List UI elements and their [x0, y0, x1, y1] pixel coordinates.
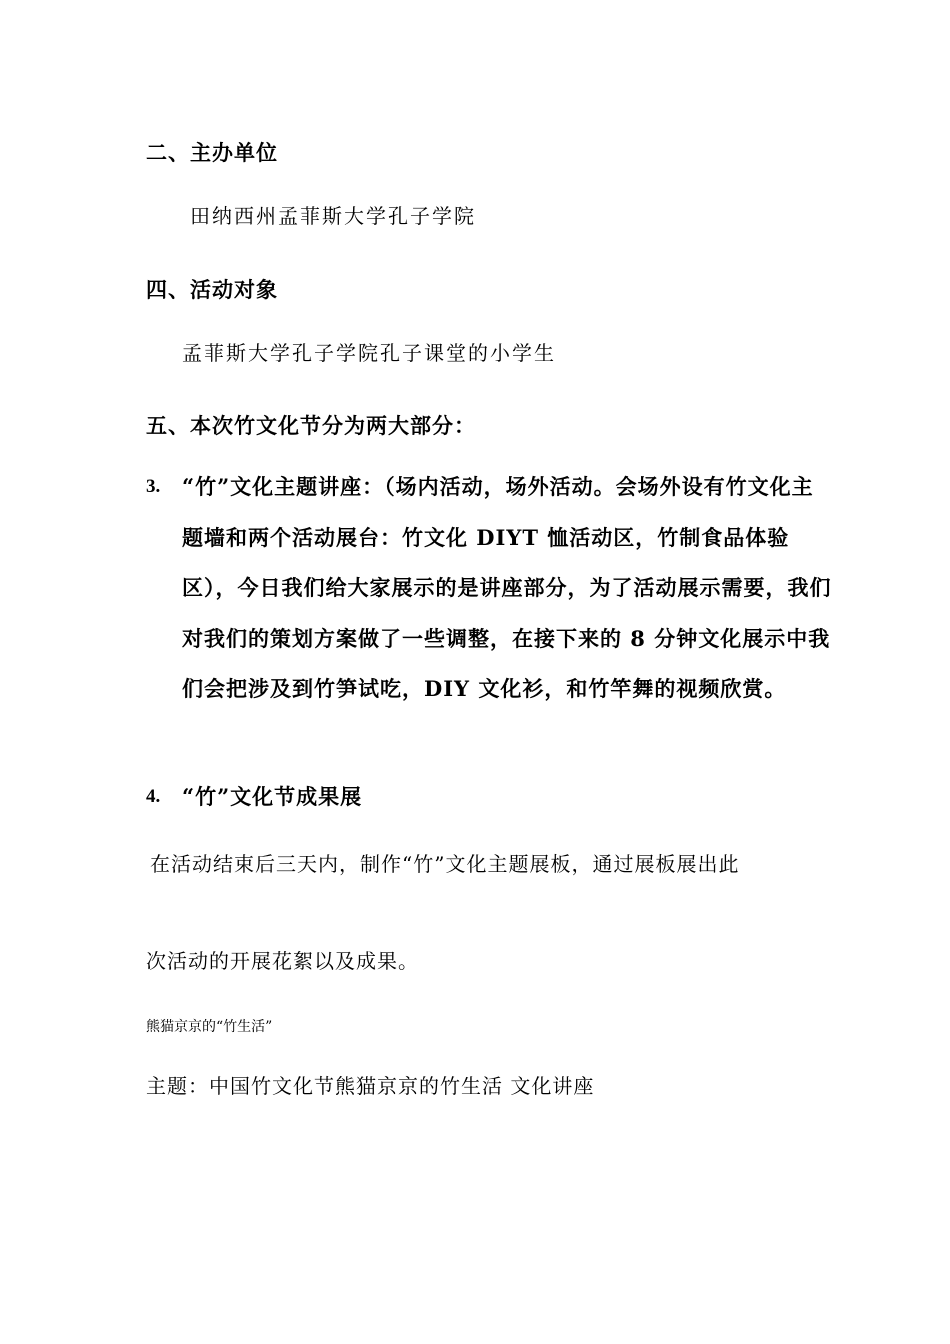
- lecture-small-title: 熊猫京京的“竹生活”: [146, 1019, 273, 1035]
- organizer-content: 田纳西州孟菲斯大学孔子学院: [190, 204, 476, 228]
- list-item-text: “竹”文化主题讲座：（场内活动，场外活动。会场外设有竹文化主题墙和两个活动展台：竹文化 DIYT 恤活动区，竹制食品体验区），今日我们给大家展示的是讲座部分，为了活动展示需要，我们对我们的策划方案做了一些调整，在接下来的 8 分钟文化展示中我们会把涉及到竹笋试吃，DIY 文化衫，和竹竿舞的视频欣赏。: [182, 474, 832, 701]
- audience-heading: 四、活动对象: [146, 277, 278, 302]
- list-item-lecture: [146, 462, 846, 762]
- audience-content: 孟菲斯大学孔子学院孔子课堂的小学生: [182, 341, 556, 365]
- parts-heading: 五、本次竹文化节分为两大部分：: [146, 413, 476, 438]
- lecture-theme: 主题：中国竹文化节熊猫京京的竹生活 文化讲座: [146, 1074, 595, 1098]
- list-item-number: 3.: [146, 476, 161, 497]
- exhibit-paragraph-line2: 次活动的开展花絮以及成果。: [146, 949, 419, 973]
- list-item-text: “竹”文化节成果展: [182, 784, 363, 809]
- organizer-heading: 二、主办单位: [146, 140, 278, 165]
- list-item-number: 4.: [146, 786, 161, 807]
- exhibit-paragraph-line1: 在活动结束后三天内，制作“竹”文化主题展板，通过展板展出此: [150, 852, 740, 876]
- list-item-exhibition: [146, 772, 846, 822]
